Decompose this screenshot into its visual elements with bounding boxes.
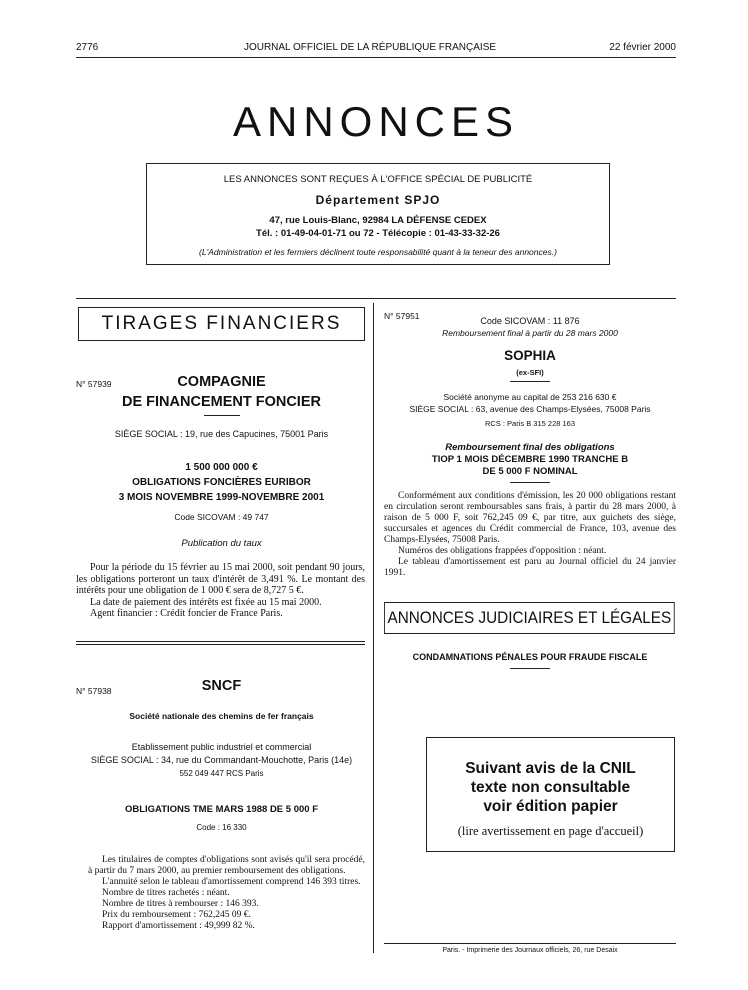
paragraph: Rapport d'amortissement : 49,999 82 %. xyxy=(102,921,255,931)
cnil-instruction: (lire avertissement en page d'accueil) xyxy=(457,824,644,838)
company-rcs: RCS : Paris B 315 228 163 xyxy=(484,419,576,428)
company-status: Etablissement public industriel et commercial xyxy=(131,742,312,752)
company-subtitle: Société nationale des chemins de fer français xyxy=(129,711,314,721)
obligation-heading xyxy=(80,460,363,505)
company-name: SOPHIA xyxy=(504,348,556,363)
company-details xyxy=(384,391,676,430)
company-siege: SIÈGE SOCIAL : 34, rue du Commandant-Mouchotte, Paris (14e) xyxy=(90,755,353,765)
journal-title: JOURNAL OFFICIEL DE LA RÉPUBLIQUE FRANÇAISE xyxy=(243,42,497,53)
announcement-number: N° 57939 xyxy=(76,379,112,389)
footer-imprint: Paris. - Imprimerie des Journaux officiels, 26, rue Desaix xyxy=(442,947,618,954)
company-details xyxy=(80,741,363,780)
paragraph: L'annuité selon le tableau d'amortissement comprend 146 393 titres. xyxy=(102,877,361,887)
paragraph: Agent financier : Crédit foncier de France Paris. xyxy=(90,608,283,619)
paragraph: Nombre de titres à rembourser : 146 393. xyxy=(102,899,259,909)
former-name: (ex-SFI) xyxy=(516,368,544,377)
obligation-code: Code : 16 330 xyxy=(196,823,247,832)
company-rcs: 552 049 447 RCS Paris xyxy=(179,769,264,778)
page-title: ANNONCES xyxy=(232,98,520,145)
divider xyxy=(510,482,550,483)
condamnations-heading: CONDAMNATIONS PÉNALES POUR FRAUDE FISCALE xyxy=(412,652,648,662)
column-divider xyxy=(373,303,374,953)
separator xyxy=(76,644,365,645)
cnil-line: texte non consultable xyxy=(470,779,631,796)
section-annonces-judiciaires: ANNONCES JUDICIAIRES ET LÉGALES xyxy=(384,602,675,634)
obligation-title: OBLIGATIONS FONCIÈRES EURIBOR xyxy=(132,477,311,488)
company-name: SNCF xyxy=(201,678,242,694)
company-name-line: DE FINANCEMENT FONCIER xyxy=(122,394,321,410)
notice-department: Département SPJO xyxy=(315,193,441,207)
heading-line: TIOP 1 MOIS DÉCEMBRE 1990 TRANCHE B xyxy=(431,454,629,465)
heading-line: DE 5 000 F NOMINAL xyxy=(482,466,578,477)
section-subheading xyxy=(384,652,676,669)
paragraph: Numéros des obligations frappées d'opposition : néant. xyxy=(398,546,607,556)
company-siege: SIÈGE SOCIAL : 63, avenue des Champs-Elysées, 75008 Paris xyxy=(409,404,651,414)
announcement-body xyxy=(76,562,365,620)
separator xyxy=(76,641,365,642)
cnil-notice-box xyxy=(426,737,675,852)
notice-box xyxy=(146,163,610,265)
paragraph: Pour la période du 15 février au 15 mai 2000, soit pendant 90 jours, les obligations porteront un taux d'intérêt de 3,491 %. Le montant des intérêts pour une obligation de 1 000 € sera de 8,727 5 €. xyxy=(76,562,365,596)
notice-disclaimer: (L'Administration et les fermiers déclinent toute responsabilité quant à la teneur des annonces.) xyxy=(199,247,557,257)
sicovam-code: Code SICOVAM : 49 747 xyxy=(174,512,269,522)
issue-date: 22 février 2000 xyxy=(609,42,676,53)
company-name xyxy=(80,372,363,416)
company-capital: Société anonyme au capital de 253 216 630 € xyxy=(443,392,617,402)
paragraph: La date de paiement des intérêts est fixée au 15 mai 2000. xyxy=(90,596,322,608)
announcement-number: N° 57951 xyxy=(384,311,420,321)
announcement-body xyxy=(88,855,365,932)
section-rule xyxy=(76,298,676,299)
divider xyxy=(510,668,550,669)
heading-line: Remboursement final des obligations xyxy=(445,442,615,453)
section-tirages-financiers: TIRAGES FINANCIERS xyxy=(78,307,365,341)
header-rule xyxy=(76,57,676,58)
announcement-body xyxy=(384,491,676,579)
remboursement-date: Remboursement final à partir du 28 mars 2000 xyxy=(442,328,618,338)
notice-address: 47, rue Louis-Blanc, 92984 LA DÉFENSE CEDEX xyxy=(269,215,487,226)
divider xyxy=(204,415,240,416)
paragraph: Nombre de titres rachetés : néant. xyxy=(102,888,230,898)
obligation-period: 3 MOIS NOVEMBRE 1999-NOVEMBRE 2001 xyxy=(118,492,325,503)
company-former-name xyxy=(384,368,676,382)
publication-label: Publication du taux xyxy=(181,538,262,549)
notice-phone: Tél. : 01-49-04-01-71 ou 72 - Télécopie : 01-43-33-32-26 xyxy=(256,228,500,239)
paragraph: Les titulaires de comptes d'obligations sont avisés qu'il sera procédé, à partir du 7 mars 2000, au premier remboursement des obligations. xyxy=(88,855,365,876)
footer-rule xyxy=(384,943,676,944)
obligation-title: OBLIGATIONS TME MARS 1988 DE 5 000 F xyxy=(124,804,319,815)
cnil-line: voir édition papier xyxy=(483,798,618,815)
obligation-amount: 1 500 000 000 € xyxy=(185,462,258,473)
notice-line: LES ANNONCES SONT REÇUES À L'OFFICE SPÉCIAL DE PUBLICITÉ xyxy=(223,174,533,185)
remboursement-heading xyxy=(384,442,676,483)
cnil-message xyxy=(427,759,674,816)
paragraph: Prix du remboursement : 762,245 09 €. xyxy=(102,910,251,920)
page-number: 2776 xyxy=(76,42,99,53)
company-name-line: COMPAGNIE xyxy=(177,374,266,390)
company-siege: SIÈGE SOCIAL : 19, rue des Capucines, 75001 Paris xyxy=(114,429,329,439)
paragraph: Conformément aux conditions d'émission, les 20 000 obligations restant en circulation seront remboursables sans frais, à partir du 28 mars 2000, à raison de 5 000 F, soit 762,245 09 €, par titre, aux guichets des siège, succursales et agences du Crédit commercial de France, 103, avenue des Champs-Elysées, 75008 Paris. xyxy=(384,491,676,545)
announcement-number: N° 57938 xyxy=(76,686,112,696)
divider xyxy=(510,381,550,382)
cnil-line: Suivant avis de la CNIL xyxy=(465,760,636,777)
paragraph: Le tableau d'amortissement est paru au Journal officiel du 24 janvier 1991. xyxy=(384,557,676,578)
sicovam-code: Code SICOVAM : 11 876 xyxy=(480,316,580,326)
